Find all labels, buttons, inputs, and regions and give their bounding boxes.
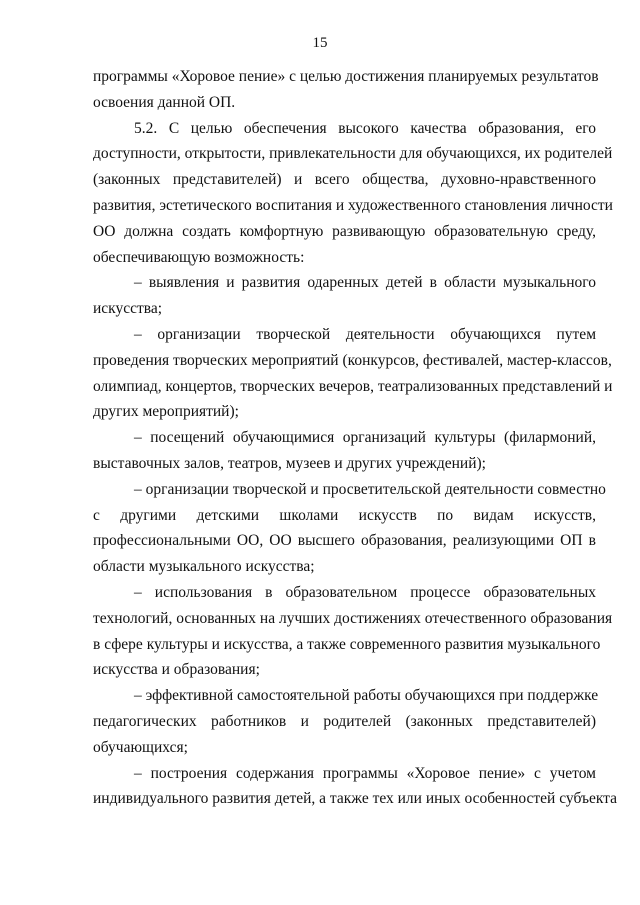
text-line: обеспечивающую возможность:: [93, 248, 305, 266]
text-line: индивидуального развития детей, а также тех или иных особенностей субъекта: [93, 790, 618, 808]
text-line: технологий, основанных на лучших достижениях отечественного образования: [93, 609, 613, 627]
list-item: [93, 322, 613, 425]
text-line: искусства и образования;: [93, 661, 260, 679]
text-line: проведения творческих мероприятий (конкурсов, фестивалей, мастер-классов,: [93, 351, 612, 369]
text-line: искусства;: [93, 300, 163, 318]
text-line: педагогических работников и родителей (законных представителей): [93, 712, 596, 730]
paragraph-continuation: [93, 64, 599, 116]
text-line: профессиональными ОО, ОО высшего образования, реализующими ОП в: [93, 532, 596, 550]
text-line: в сфере культуры и искусства, а также современного развития музыкального: [93, 635, 601, 653]
text-line: (законных представителей) и всего общества, духовно-нравственного: [93, 171, 596, 189]
text-line: – использования в образовательном процессе образовательных: [134, 583, 596, 601]
list-item: [93, 425, 596, 477]
list-item: [93, 477, 606, 580]
text-line: освоения данной ОП.: [93, 93, 236, 111]
text-line: – выявления и развития одаренных детей в области музыкального: [134, 274, 596, 292]
text-line: – организации творческой деятельности обучающихся путем: [134, 325, 596, 343]
text-line: развития, эстетического воспитания и художественного становления личности: [93, 196, 613, 214]
document-body: [93, 64, 618, 812]
text-line: – посещений обучающимися организаций культуры (филармоний,: [134, 429, 596, 447]
text-line: – организации творческой и просветительской деятельности совместно: [134, 480, 606, 498]
text-line: обучающихся;: [93, 738, 188, 756]
text-line: с другими детскими школами искусств по видам искусств,: [93, 506, 596, 524]
list-item: [93, 270, 596, 322]
text-line: олимпиад, концертов, творческих вечеров, театрализованных представлений и: [93, 377, 613, 395]
text-line: – эффективной самостоятельной работы обучающихся при поддержке: [134, 687, 599, 705]
text-line: ОО должна создать комфортную развивающую образовательную среду,: [93, 222, 596, 240]
text-line: 5.2. С целью обеспечения высокого качества образования, его: [134, 119, 596, 137]
page-number: 15: [312, 35, 328, 51]
text-line: области музыкального искусства;: [93, 558, 315, 576]
list-item: [93, 580, 613, 683]
list-item: [93, 761, 618, 813]
text-line: выставочных залов, театров, музеев и других учреждений);: [93, 454, 486, 472]
paragraph-5-2: [93, 116, 613, 271]
list-item: [93, 683, 599, 760]
text-line: программы «Хоровое пение» с целью достижения планируемых результатов: [93, 68, 599, 85]
text-line: других мероприятий);: [93, 403, 239, 421]
text-line: – построения содержания программы «Хоровое пение» с учетом: [134, 764, 596, 782]
text-line: доступности, открытости, привлекательности для обучающихся, их родителей: [93, 145, 613, 163]
